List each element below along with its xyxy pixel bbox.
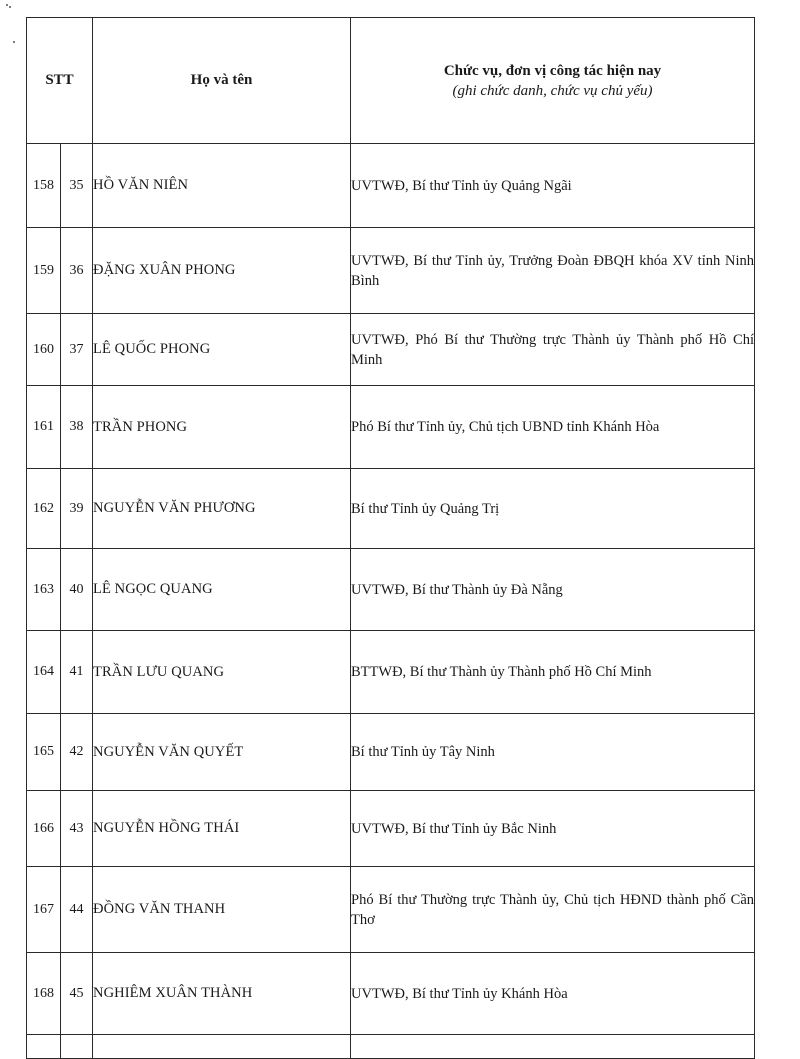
overall-number: 164 — [27, 631, 61, 714]
scan-speck — [13, 41, 15, 43]
full-name: TRẦN LƯU QUANG — [93, 631, 351, 714]
position-header — [351, 18, 755, 144]
overall-number: 159 — [27, 228, 61, 314]
overall-number: 163 — [27, 549, 61, 631]
position: UVTWĐ, Bí thư Thành ủy Đà Nẵng — [351, 549, 755, 631]
overall-number: 168 — [27, 953, 61, 1035]
scan-speck — [6, 4, 8, 6]
stt-header: STT — [27, 18, 93, 144]
table-row-continuation — [27, 1035, 755, 1059]
group-number: 45 — [61, 953, 93, 1035]
scan-speck — [9, 6, 11, 8]
group-number: 41 — [61, 631, 93, 714]
position: Phó Bí thư Tỉnh ủy, Chủ tịch UBND tỉnh Khánh Hòa — [351, 386, 755, 469]
full-name: TRẦN PHONG — [93, 386, 351, 469]
group-number: 38 — [61, 386, 93, 469]
full-name: HỒ VĂN NIÊN — [93, 144, 351, 228]
overall-number: 160 — [27, 314, 61, 386]
overall-number: 167 — [27, 867, 61, 953]
position: Phó Bí thư Thường trực Thành ủy, Chủ tịch HĐND thành phố Cần Thơ — [351, 867, 755, 953]
position: BTTWĐ, Bí thư Thành ủy Thành phố Hồ Chí Minh — [351, 631, 755, 714]
position: Bí thư Tỉnh ủy Tây Ninh — [351, 714, 755, 791]
overall-number: 158 — [27, 144, 61, 228]
group-number: 42 — [61, 714, 93, 791]
position: UVTWĐ, Bí thư Tỉnh ủy, Trưởng Đoàn ĐBQH khóa XV tỉnh Ninh Bình — [351, 228, 755, 314]
position: UVTWĐ, Bí thư Tỉnh ủy Khánh Hòa — [351, 953, 755, 1035]
position: UVTWĐ, Bí thư Tỉnh ủy Bắc Ninh — [351, 791, 755, 867]
full-name: NGUYỄN VĂN QUYẾT — [93, 714, 351, 791]
table-row — [27, 469, 755, 549]
table-row — [27, 953, 755, 1035]
overall-number: 162 — [27, 469, 61, 549]
full-name: NGUYỄN HỒNG THÁI — [93, 791, 351, 867]
table-row — [27, 144, 755, 228]
table-row — [27, 549, 755, 631]
position: UVTWĐ, Bí thư Tỉnh ủy Quảng Ngãi — [351, 144, 755, 228]
table-row — [27, 791, 755, 867]
table-row — [27, 631, 755, 714]
name-header: Họ và tên — [93, 18, 351, 144]
table-row — [27, 867, 755, 953]
group-number: 37 — [61, 314, 93, 386]
full-name: ĐẶNG XUÂN PHONG — [93, 228, 351, 314]
group-number: 43 — [61, 791, 93, 867]
full-name: NGUYỄN VĂN PHƯƠNG — [93, 469, 351, 549]
table-row — [27, 714, 755, 791]
full-name: LÊ NGỌC QUANG — [93, 549, 351, 631]
table-row — [27, 228, 755, 314]
overall-number: 166 — [27, 791, 61, 867]
position: Bí thư Tỉnh ủy Quảng Trị — [351, 469, 755, 549]
position: UVTWĐ, Phó Bí thư Thường trực Thành ủy Thành phố Hồ Chí Minh — [351, 314, 755, 386]
table-header-row — [27, 18, 755, 144]
group-number: 36 — [61, 228, 93, 314]
group-number: 44 — [61, 867, 93, 953]
full-name: LÊ QUỐC PHONG — [93, 314, 351, 386]
table-row — [27, 314, 755, 386]
overall-number: 161 — [27, 386, 61, 469]
full-name: ĐỒNG VĂN THANH — [93, 867, 351, 953]
overall-number: 165 — [27, 714, 61, 791]
position-header-subtitle: (ghi chức danh, chức vụ chủ yếu) — [452, 82, 653, 99]
group-number: 39 — [61, 469, 93, 549]
group-number: 35 — [61, 144, 93, 228]
table-row — [27, 386, 755, 469]
group-number: 40 — [61, 549, 93, 631]
full-name: NGHIÊM XUÂN THÀNH — [93, 953, 351, 1035]
candidate-table — [26, 17, 755, 1059]
position-header-title: Chức vụ, đơn vị công tác hiện nay — [443, 62, 662, 79]
